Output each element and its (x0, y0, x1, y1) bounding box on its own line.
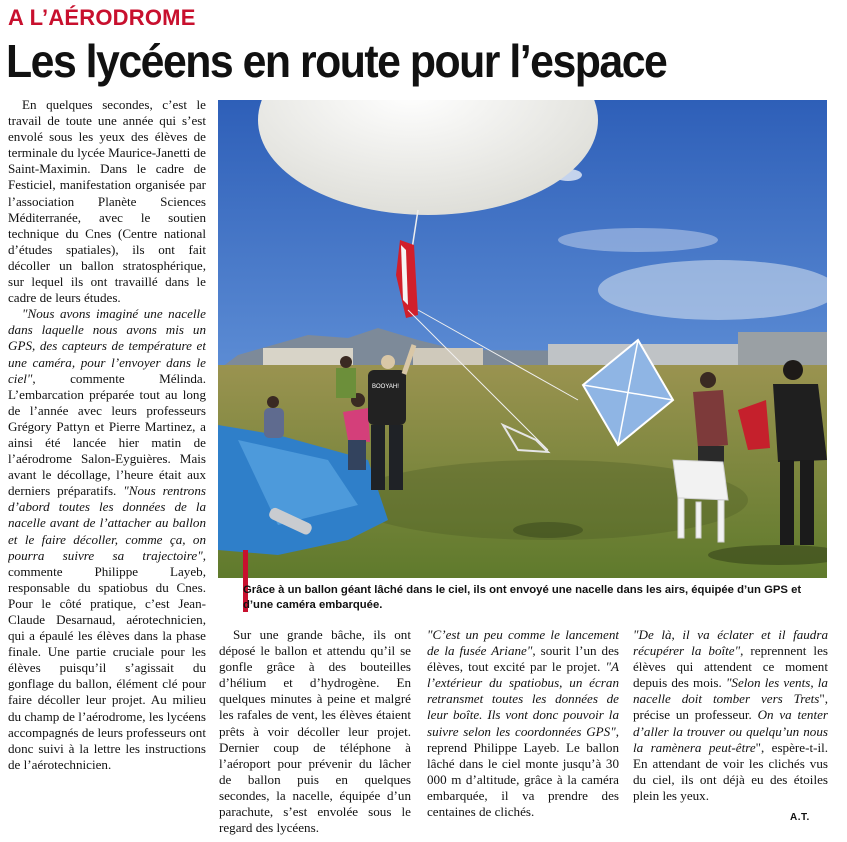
byline: A.T. (790, 812, 810, 823)
article-column-1 (8, 97, 206, 837)
headline: Les lycéens en route pour l’espace (6, 35, 667, 87)
paragraph-intro: En quelques secondes, c’est le travail de toute une année qui s’est envolé sous les yeux des élèves de terminale du lycée Maurice-Janetti de Saint-Maximin. Dans le cadre de Festiciel, manifestation organisée par l’association Planète Sciences Méditerranée, avec le soutien technique du Cnes (Centre national d’études spatiales), ils ont fait décoller un ballon stratosphérique, sur lequel ils ont travaillé dans le cadre de leurs études. (8, 97, 206, 306)
paragraph-ending: "De là, il va éclater et il faudra récupérer la boîte", reprennent les élèves qui attendent ce moment depuis des mois. "Selon les vents, la nacelle doit tomber vers Trets", précise un professeur. On va tenter d’aller la trouver ou quelqu’un nous la ramènera peut-être", espère-t-il. En attendant de voir les clichés vus du ciel, ils ont déjà eu des étoiles plein les yeux. (633, 627, 828, 803)
photo-caption: Grâce à un ballon géant lâché dans le ciel, ils ont envoyé une nacelle dans les airs, équipée d’un GPS et d’une caméra embarquée. (243, 584, 802, 611)
article-column-3 (427, 627, 619, 837)
paragraph-balloon-inflation: Sur une grande bâche, ils ont déposé le ballon et attendu qu’il se gonfle grâce à des bouteilles d’hélium et d’hydrogène. En quelques minutes à peine et malgré les rafales de vent, les élèves étaient prêts à voir décoller leur projet. Dernier coup de téléphone à l’aéroport pour prévenir du lâcher de ballon puis en quelques secondes, la nacelle, équipée d’un parachute, s’est envolée sous le regard des lycéens. (219, 627, 411, 836)
article-column-4 (633, 627, 828, 827)
t-shirt-text: BOOYAH! (372, 384, 399, 390)
paragraph-spatiobus: "C’est un peu comme le lancement de la fusée Ariane", sourit l’un des élèves, tout excité par le projet. "A l’extérieur du spatiobus, un écran retransmet toutes les données de leur boîte. Ils vont donc pouvoir la suivre selon les coordonnées GPS", reprend Philippe Layeb. Le ballon lâché dans le ciel monte jusqu’à 30 000 m d’altitude, grâce à la caméra embarquée, il va prendre des centaines de clichés. (427, 627, 619, 820)
section-kicker: A L’AÉRODROME (8, 5, 196, 30)
paragraph-quote-melinda: "Nous avons imaginé une nacelle dans laquelle nous avons mis un GPS, des capteurs de température et une caméra, pour l’envoyer dans le ciel", commente Mélinda. L’embarcation préparée tout au long de l’année avec leurs professeurs Grégory Pattyn et Pierre Martinez, a ainsi été lancée hier matin de l’aérodrome Salon-Eyguières. Mais avant le décollage, l’heure était aux derniers préparatifs. "Nous rentrons d’abord toutes les données de la nacelle avant de l’attacher au ballon et le faire décoller, comme ça, on pourra suivre sa trajectoire", commente Philippe Layeb, responsable du spatiobus du Cnes. Pour le côté pratique, c’est Jean-Claude Desarnaud, aérotechnicien, qui a épaulé les élèves dans la phase finale. Une partie cruciale pour les élèves puisqu’il s’agissait du gonflage du ballon, élément clé pour faire décoller leur projet. Au milieu du champ de l’aérodrome, les lycéens accompagnés de leurs professeurs ont donc suivi à la lettre les instructions de l’aérotechnicien. (8, 306, 206, 772)
launch-photo (218, 100, 827, 578)
article-column-2 (219, 627, 411, 837)
